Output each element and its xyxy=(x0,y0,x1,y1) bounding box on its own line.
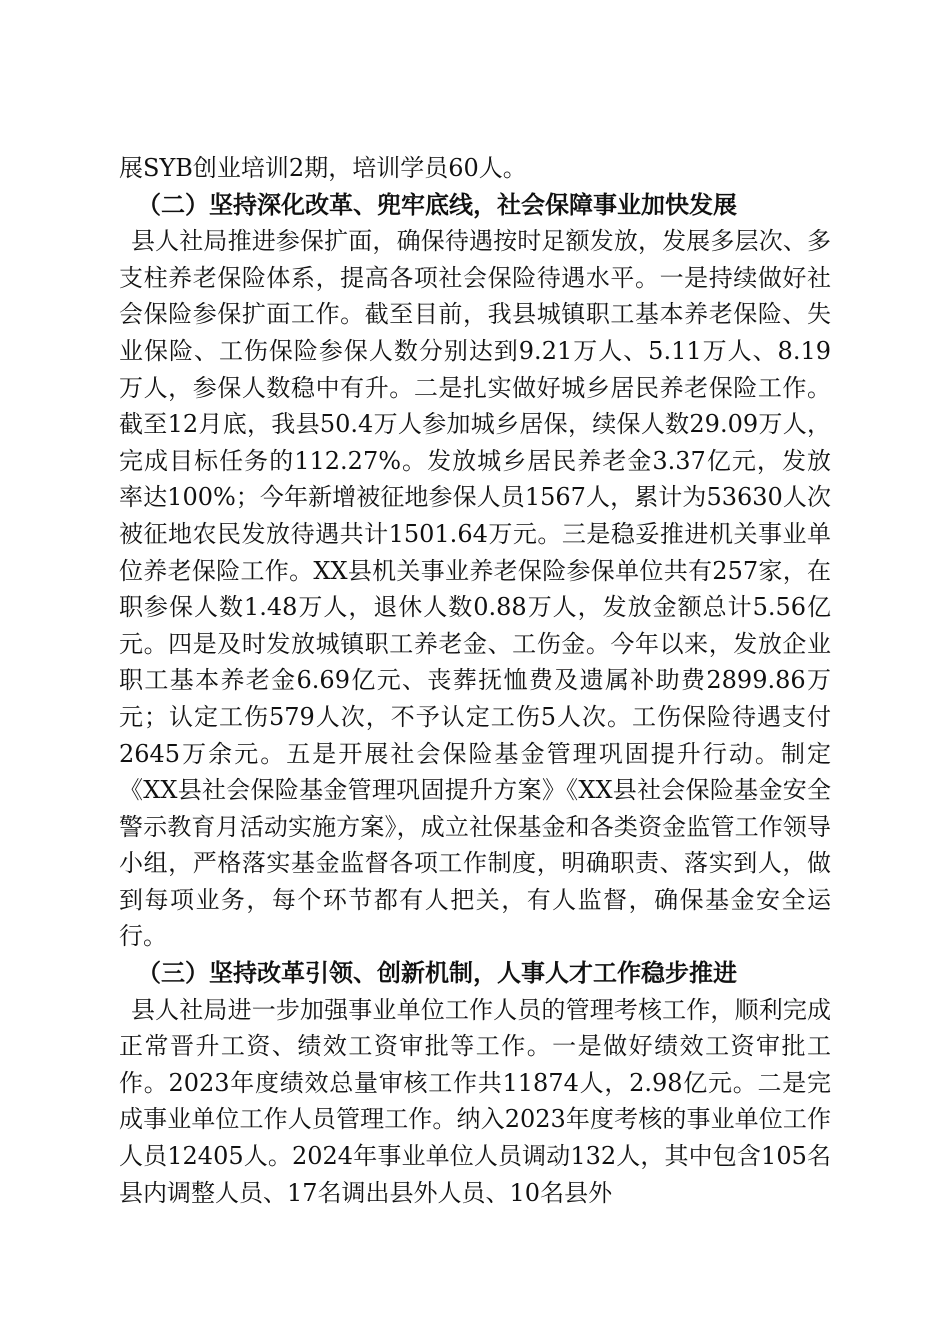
section-2-heading: （二）坚持深化改革、兜牢底线，社会保障事业加快发展 xyxy=(137,189,737,219)
continuation-paragraph: 展SYB创业培训2期，培训学员60人。 xyxy=(119,154,527,182)
section-3-paragraph: 县人社局进一步加强事业单位工作人员的管理考核工作，顺利完成正常晋升工资、绩效工资审批等工作。一是做好绩效工资审批工作。2023年度绩效总量审核工作共11874人，2.98亿元。二是完成事业单位工作人员管理工作。纳入2023年度考核的事业单位工作人员12405人。2024年事业单位人员调动132人，其中包含105名县内调整人员、17名调出县外人员、10名县外 xyxy=(119,995,831,1207)
section-2-paragraph: 县人社局推进参保扩面，确保待遇按时足额发放，发展多层次、多支柱养老保险体系，提高各项社会保险待遇水平。一是持续做好社会保险参保扩面工作。截至目前，我县城镇职工基本养老保险、失业保险、工伤保险参保人数分别达到9.21万人、5.11万人、8.19万人，参保人数稳中有升。二是扎实做好城乡居民养老保险工作。截至12月底，我县50.4万人参加城乡居保，续保人数29.09万人，完成目标任务的112.27%。发放城乡居民养老金3.37亿元，发放率达100%；今年新增被征地参保人员1567人，累计为53630人次被征地农民发放待遇共计1501.64万元。三是稳妥推进机关事业单位养老保险工作。XX县机关事业养老保险参保单位共有257家，在职参保人数1.48万人，退休人数0.88万人，发放金额总计5.56亿元。四是及时发放城镇职工养老金、工伤金。今年以来，发放企业职工基本养老金6.69亿元、丧葬抚恤费及遗属补助费2899.86万元；认定工伤579人次，不予认定工伤5人次。工伤保险待遇支付2645万余元。五是开展社会保险基金管理巩固提升行动。制定《XX县社会保险基金管理巩固提升方案》《XX县社会保险基金安全警示教育月活动实施方案》，成立社保基金和各类资金监管工作领导小组，严格落实基金监督各项工作制度，明确职责、落实到人，做到每项业务，每个环节都有人把关，有人监督，确保基金安全运行。 xyxy=(119,227,831,951)
document-body xyxy=(119,150,831,1211)
section-3-heading: （三）坚持改革引领、创新机制，人事人才工作稳步推进 xyxy=(137,958,737,988)
